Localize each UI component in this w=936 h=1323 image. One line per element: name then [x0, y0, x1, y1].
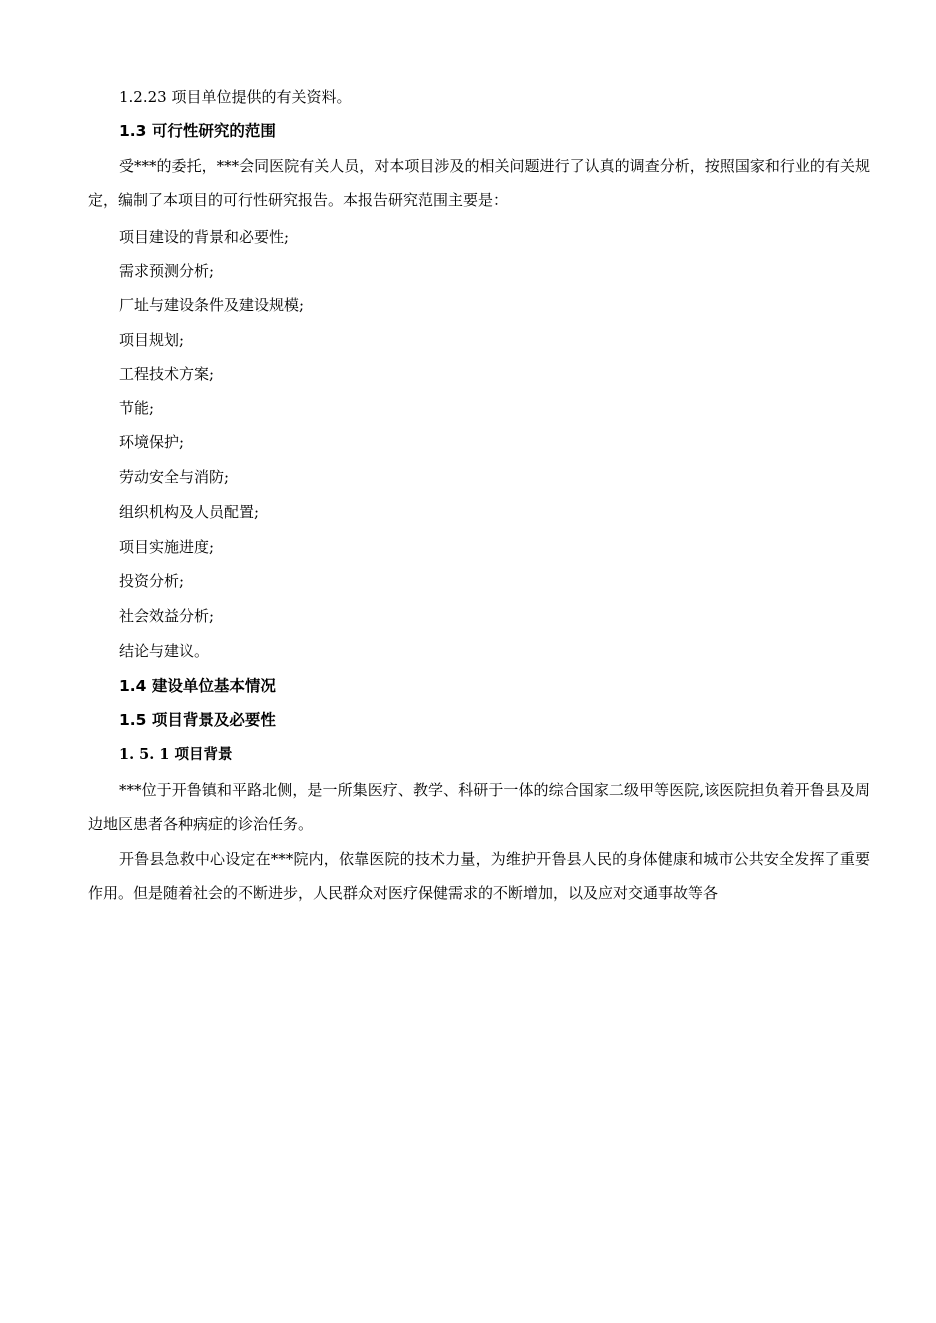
heading-1-5: 1.5 项目背景及必要性 [119, 711, 276, 729]
heading-1-3: 1.3 可行性研究的范围 [119, 122, 276, 140]
scope-item: 结论与建议。 [119, 642, 210, 660]
heading-1-4: 1.4 建设单位基本情况 [119, 677, 276, 695]
scope-item: 项目建设的背景和必要性; [119, 228, 290, 246]
scope-item: 投资分析; [119, 572, 185, 590]
scope-item: 项目实施进度; [119, 538, 215, 556]
scope-item: 项目规划; [119, 331, 185, 349]
background-paragraph-2: 开鲁县急救中心设定在***院内，依靠医院的技术力量，为维护开鲁县人民的身体健康和城市公共安全发挥了重要作用。但是随着社会的不断进步，人民群众对医疗保健需求的不断增加，以及应对交通事故等各 [88, 850, 870, 902]
scope-paragraph: 受***的委托，***会同医院有关人员，对本项目涉及的相关问题进行了认真的调查分析，按照国家和行业的有关规定，编制了本项目的可行性研究报告。本报告研究范围主要是： [88, 157, 870, 209]
scope-item: 节能; [119, 399, 155, 417]
scope-item: 组织机构及人员配置; [119, 503, 260, 521]
scope-item: 劳动安全与消防; [119, 468, 230, 486]
section-1-2-23-text: 1.2.23 项目单位提供的有关资料。 [119, 88, 352, 106]
scope-item: 工程技术方案; [119, 365, 215, 383]
scope-item: 环境保护; [119, 433, 185, 451]
heading-1-5-1: 1. 5. 1 项目背景 [119, 746, 233, 763]
scope-item: 社会效益分析; [119, 607, 215, 625]
background-paragraph-1: ***位于开鲁镇和平路北侧，是一所集医疗、教学、科研于一体的综合国家二级甲等医院,该医院担负着开鲁县及周边地区患者各种病症的诊治任务。 [88, 781, 870, 833]
scope-item: 需求预测分析; [119, 262, 215, 280]
scope-item: 厂址与建设条件及建设规模; [119, 296, 305, 314]
